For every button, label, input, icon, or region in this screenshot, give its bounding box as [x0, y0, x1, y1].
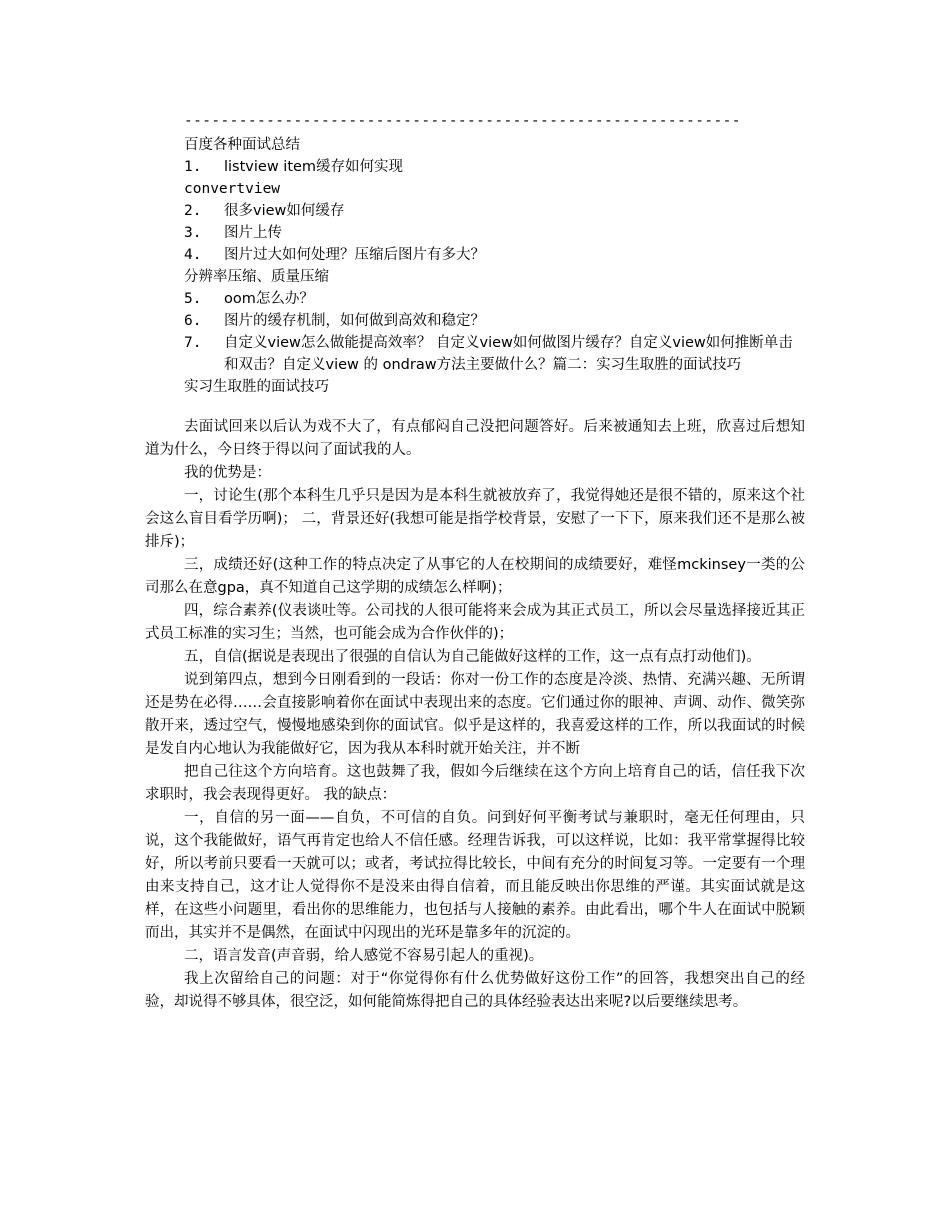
paragraph: 五，自信(据说是表现出了很强的自信认为自己能做好这样的工作，这一点有点打动他们)。 [184, 649, 761, 665]
list-number: 2. [184, 203, 202, 219]
header-block [184, 134, 804, 398]
list-number: 5. [184, 291, 202, 307]
list-number: 1. [184, 159, 202, 175]
list-text: 自定义view怎么做能提高效率？ 自定义view如何做图片缓存？自定义view如何推断单击和双击？自定义view 的 ondraw方法主要做什么？篇二：实习生取胜的面试技巧 [224, 335, 793, 373]
list-item [184, 288, 804, 310]
paragraph: 我的优势是： [184, 465, 271, 481]
list-item [184, 332, 804, 376]
list-text: 图片的缓存机制，如何做到高效和稳定？ [224, 313, 485, 329]
section-title: 实习生取胜的面试技巧 [184, 379, 329, 395]
paragraph: 去面试回来以后认为戏不大了，有点郁闷自己没把问题答好。后来被通知去上班，欣喜过后想知道为什么，今日终于得以问了面试我的人。 [145, 419, 805, 458]
list-text: 很多view如何缓存 [224, 203, 345, 219]
list-text: 分辨率压缩、质量压缩 [184, 269, 329, 285]
divider-line: ------------------------------------------------------------- [184, 113, 741, 129]
paragraph: 二，语言发音(声音弱，给人感觉不容易引起人的重视)。 [184, 948, 544, 964]
list-text: 图片上传 [224, 225, 282, 241]
doc-title: 百度各种面试总结 [184, 137, 300, 153]
paragraph: 四，综合素养(仪表谈吐等。公司找的人很可能将来会成为其正式员工，所以会尽量选择接近其正式员工标准的实习生；当然，也可能会成为合作伙伴的)； [145, 603, 805, 642]
list-subline [184, 178, 804, 200]
list-item [184, 310, 804, 332]
paragraph: 说到第四点，想到今日刚看到的一段话：你对一份工作的态度是冷淡、热情、充满兴趣、无所谓还是势在必得……会直接影响着你在面试中表现出来的态度。它们通过你的眼神、声调、动作、微笑弥散开来，透过空气，慢慢地感染到你的面试官。似乎是这样的，我喜爱这样的工作，所以我面试的时候是发自内心地认为我能做好它，因为我从本科时就开始关注，并不断 [145, 672, 805, 757]
list-number: 3. [184, 225, 202, 241]
paragraph: 三，成绩还好(这种工作的特点决定了从事它的人在校期间的成绩要好，难怪mckinsey一类的公司那么在意gpa，真不知道自己这学期的成绩怎么样啊)； [145, 557, 805, 596]
list-text: 图片过大如何处理？压缩后图片有多大？ [224, 247, 485, 263]
paragraph: 一，讨论生(那个本科生几乎只是因为是本科生就被放弃了，我觉得她还是很不错的，原来这个社会这么盲目看学历啊)； 二，背景还好(我想可能是指学校背景，安慰了一下下，原来我们还不是那么被排斥)； [145, 488, 805, 550]
list-text: convertview [184, 181, 281, 197]
list-text: oom怎么办？ [224, 291, 314, 307]
list-item [184, 244, 804, 266]
paragraph: 把自己往这个方向培育。这也鼓舞了我，假如今后继续在这个方向上培育自己的话，信任我下次求职时，我会表现得更好。 我的缺点： [145, 764, 805, 803]
paragraph: 一，自信的另一面——自负，不可信的自负。问到好何平衡考试与兼职时，毫无任何理由，只说，这个我能做好，语气再肯定也给人不信任感。经理告诉我，可以这样说，比如：我平常掌握得比较好，所以考前只要看一天就可以；或者，考试拉得比较长，中间有充分的时间复习等。一定要有一个理由来支持自己，这才让人觉得你不是没来由得自信着，而且能反映出你思维的严谨。其实面试就是这样，在这些小问题里，看出你的思维能力，也包括与人接触的素养。由此看出，哪个牛人在面试中脱颖而出，其实并不是偶然，在面试中闪现出的光环是靠多年的沉淀的。 [145, 810, 805, 941]
list-subline [184, 266, 804, 288]
article-body [145, 416, 805, 1014]
list-number: 7. [184, 335, 202, 351]
list-text: listview item缓存如何实现 [224, 159, 404, 175]
list-item [184, 156, 804, 178]
paragraph: 我上次留给自己的问题：对于“你觉得你有什么优势做好这份工作”的回答，我想突出自己的经验，却说得不够具体，很空泛，如何能简炼得把自己的具体经验表达出来呢?以后要继续思考。 [145, 971, 805, 1010]
list-number: 6. [184, 313, 202, 329]
list-number: 4. [184, 247, 202, 263]
list-item [184, 222, 804, 244]
list-item [184, 200, 804, 222]
